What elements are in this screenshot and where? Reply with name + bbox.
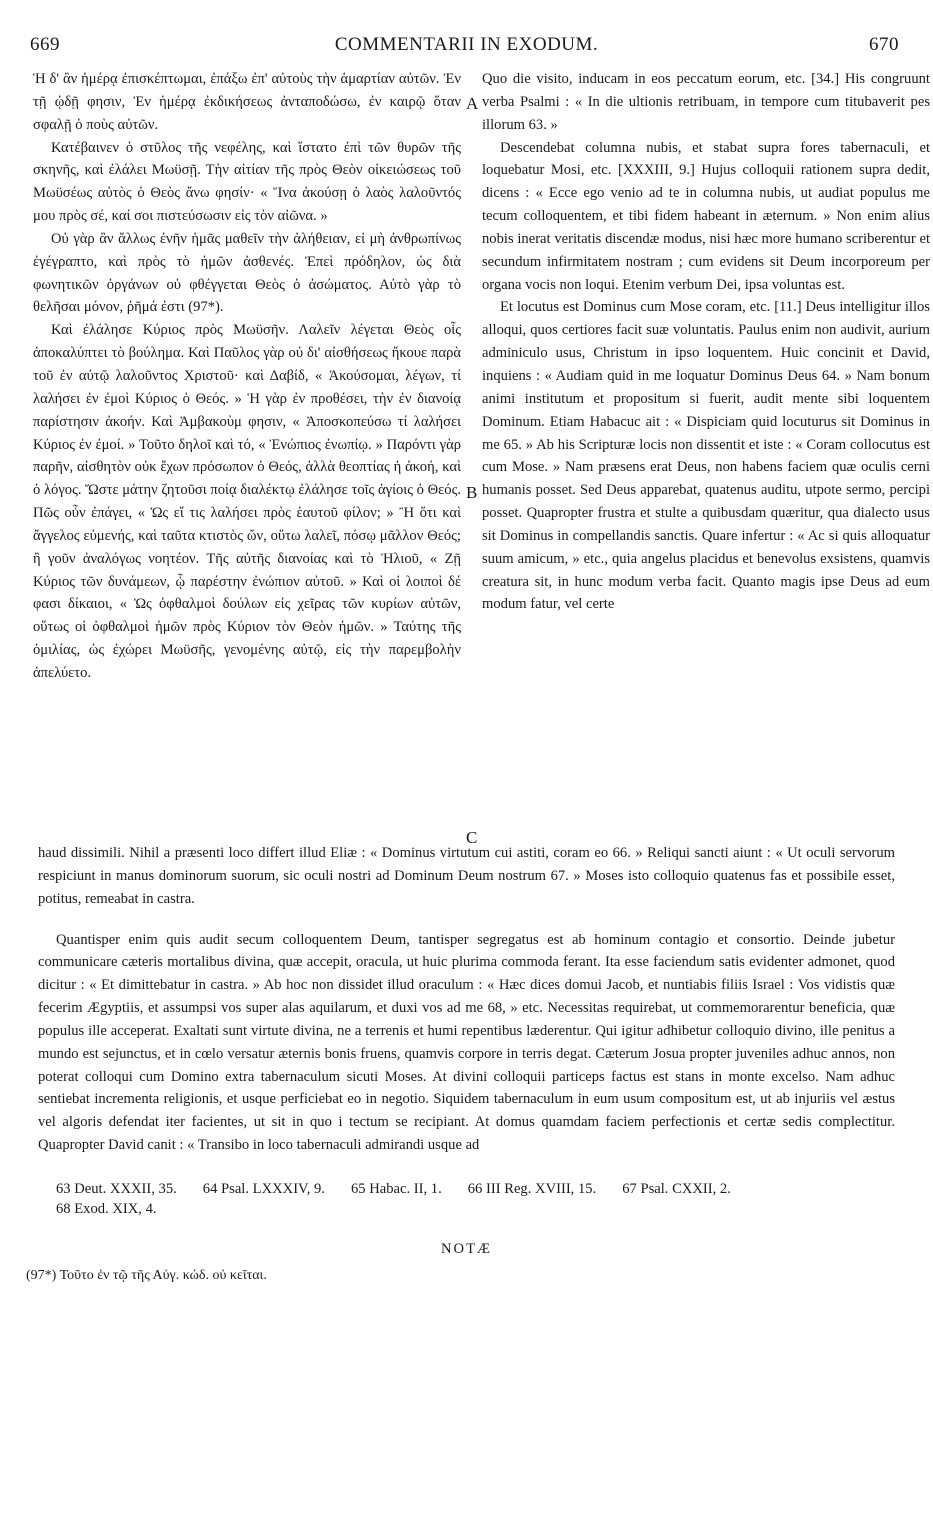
- reference: 67 Psal. CXXII, 2.: [622, 1180, 731, 1197]
- greek-paragraph: Οὐ γὰρ ἂν ἄλλως ἐνῆν ἡμᾶς μαθεῖν τὴν ἀλήθειαν, εἰ μὴ ἀνθρωπίνως ἐγέγραπτο, καὶ πρὸς τὸ ἡμῶν ἀσθενές. Ἐπεὶ πρόδηλον, ὡς διὰ φωνητικῶν ὀργάνων οὐ φθέγγεται Θεὸς ὁ ἀσώματος. Αὐτὸ γὰρ τὸ θελῆσαι μόνον, ῥῆμά ἐστι (97*).: [33, 230, 461, 316]
- notes-heading: NOTÆ: [441, 1240, 492, 1257]
- notes-section: [26, 1267, 895, 1284]
- greek-paragraph: Ἡ δ' ἂν ἡμέρᾳ ἐπισκέπτωμαι, ἐπάξω ἐπ' αὐτοὺς τὴν ἁμαρτίαν αὐτῶν. Ἐν τῇ ᾠδῇ φησιν, Ἐν ἡμέρᾳ ἐκδικήσεως ἀνταποδώσω, ἐν καιρῷ ὅταν σφαλῇ ὁ ποὺς αὐτῶν.: [33, 71, 461, 133]
- full-width-text: [38, 842, 895, 1157]
- reference: 66 III Reg. XVIII, 15.: [467, 1180, 597, 1197]
- greek-paragraph: Κατέβαινεν ὁ στῦλος τῆς νεφέλης, καὶ ἵστατο ἐπὶ τῶν θυρῶν τῆς σκηνῆς, καὶ ἐλάλει Μωϋσῇ. Τὴν αἰτίαν τῆς πρὸς Θεὸν οἰκειώσεως τοῦ Μωϋσέως αὐτὸς ὁ Θεὸς ἄνω φησίν· « Ἵνα ἀκούσῃ ὁ λαὸς λαλοῦντός μου πρὸς σέ, καί σοι πιστεύσωσιν εἰς τὸν αἰῶνα. »: [33, 139, 461, 225]
- margin-marker-c: C: [466, 828, 478, 847]
- latin-paragraph: Quo die visito, inducam in eos peccatum eorum, etc. [34.] His congruunt verba Psalmi : « In die ultionis retribuam, in tempore cum titubaverit pes illorum 63. »: [482, 71, 930, 133]
- note-text: (97*) Τοῦτο ἐν τῷ τῆς Αὐγ. κώδ. οὐ κεῖται.: [26, 1267, 267, 1283]
- greek-column: [33, 68, 461, 685]
- reference: 64 Psal. LXXXIV, 9.: [202, 1180, 325, 1197]
- margin-marker-a: A: [466, 94, 479, 113]
- latin-paragraph: Quantisper enim quis audit secum colloquentem Deum, tantisper segregatus est ab hominum contagio et consortio. Deinde jubetur communicare cæteris mortalibus divina, quæ accepit, oracula, ut huic plurima commoda ferant. Ita esse faciendum satis evidenter admonet, quod dicitur : « Et dimittebatur in castra. » Ab hoc non dissidet illud oraculum : « Hæc dices domui Jacob, et nuntiabis filiis Israel : Vos vidistis quæ fecerim Ægyptiis, et assumpsi vos super alas aquilarum, et duxi vos ad me 68, » etc. Necessitas requirebat, ut commemorarentur beneficia, quæ populus ille acceperat. Exaltati sunt virtute divina, ne a terrenis et humi repentibus læderentur. Qui igitur adhibetur colloquio divino, ille penitus a mundo est sejunctus, et in cœlo versatur æternis bonis fruens, quamvis corpore in terris degat. Cæterum Josua propter juveniles adhuc annos, non poterat colloqui cum Domino extra tabernaculum sicuti Moses. At divini colloquii particeps factus est stans in monte excelso. Nam adhuc sentiebat incrementa religionis, et usque perficiebat eo in negotio. Siquidem tabernaculum in eum usum compositum est, ut ab injuriis vel æstus vel algoris defendat iter facientes, ut sit in quo i tectum se recipiant. At domus quamdam faciem perfectionis et certæ sedis complectitur. Quapropter David canit : « Transibo in loco tabernaculi admirandi usque ad: [38, 931, 895, 1154]
- reference-line: [38, 1179, 895, 1199]
- latin-paragraph: Et locutus est Dominus cum Mose coram, etc. [11.] Deus intelligitur illos alloqui, quos certiores facit suæ voluntatis. Paulus enim non audivit, aurium adminiculo usus, Christum in ipso loquentem. Huic concinit et David, inquiens : « Audiam quid in me loquatur Dominus Deus 64. » Nam bonum animi institutum et propositum si fuerit, audit mente sibi loquentem Dominum. Etiam Habacuc ait : « Dispiciam quid locuturus sit Dominus in me 65. » Ab his Scripturæ locis non dissentit et iste : « Coram collocutus est cum Mose. » Nam præsens erat Deus, non habens faciem quæ oculis cerni humanis posset. Sed Deus apparebat, quatenus auditu, utpote sermo, percipi posset. Quapropter frustra et stulte a quibusdam quæritur, qua dialecto usus sit Dominus in compellandis sanctis. Quare infertur : « Ac si quis alloquatur suum amicum, » etc., quia angelus placidus et benevolus exsistens, quamvis creatura sit, in hunc modum verba facit. Quanto magis ipse Deus ad eum modum fatur, vel certe: [482, 299, 930, 613]
- page-number-right: 670: [869, 34, 899, 55]
- latin-paragraph: Descendebat columna nubis, et stabat supra fores tabernaculi, et loquebatur Mosi, etc. [XXXIII, 9.] Hujus colloquii rationem supra dedit, dicens : « Ecce ego venio ad te in columna nubis, ut audiat populus me tecum colloquentem, et tibi fidem habeant in æternum. » Non enim alius nobis inerat veritatis discendæ modus, nisi hæc more humano scriberentur et secundum infirmitatem nostram ; cum evidens sit Deum incorporeum per organa vocis non loqui. Etenim verbum Dei, ipsa voluntas est.: [482, 139, 930, 293]
- reference: 63 Deut. XXXII, 35.: [56, 1180, 177, 1197]
- reference: 65 Habac. II, 1.: [350, 1180, 442, 1197]
- greek-paragraph: Καὶ ἐλάλησε Κύριος πρὸς Μωϋσῆν. Λαλεῖν λέγεται Θεὸς οἷς ἀποκαλύπτει τὸ βούλημα. Καὶ Παῦλος γὰρ οὐ δι' αἰσθήσεως ἤκουε παρὰ τοῦ ἐν αὐτῷ λαλοῦντος Χριστοῦ· καὶ Δαβίδ, « Ἀκούσομαι, λέγων, τί λαλήσει ἐν ἐμοὶ Κύριος ὁ Θεός. » Ἡ γὰρ ἐν προθέσει, τὴν ἐν διανοίᾳ παρίστησιν ἀκοήν. Καὶ Ἀμβακοὺμ φησιν, « Ἀποσκοπεύσω τί λαλήσει Κύριος ἐν ἐμοί. » Τοῦτο δηλοῖ καὶ τό, « Ἐνώπιος ἐνωπίῳ. » Παρόντι γὰρ παρῆν, αἰσθητὸν οὐκ ἔχων πρόσωπον ὁ Θεός, ἀλλὰ θεοπτίας ἡ ἀκοή, καὶ ὁ λόγος. Ὥστε μάτην ζητοῦσι ποίᾳ διαλέκτῳ ἐλάλησε τοῖς ἁγίοις ὁ Θεός. Πῶς οὖν ἐπάγει, « Ὡς εἴ τις λαλήσει πρὸς ἑαυτοῦ φίλον; » Ἢ ὅτι καὶ ἄγγελος εὐμενής, καὶ ταῦτα κτιστὸς ὤν, οὕτω λαλεῖ, πόσῳ μᾶλλον Θεός; ἢ γοῦν ἀναλόγως νοητέον. Τῆς αὐτῆς διανοίας καὶ τὸ Ἠλιοῦ, « Ζῇ Κύριος τῶν δυνάμεων, ᾧ παρέστην ἐνώπιον αὐτοῦ. » Καὶ οἱ λοιποὶ δέ φασι δίκαιοι, « Ὡς ὀφθαλμοὶ δούλων εἰς χεῖρας τῶν κυρίων αὐτῶν, οὕτως οἱ ὀφθαλμοὶ ἡμῶν πρὸς Κύριον τὸν Θεὸν ἡμῶν. » Ταύτης τῆς ὁμιλίας, ὡς ἐχώρει Μωϋσῆς, γενομένης αὐτῷ, εἰς τὴν παρεμβολὴν ἀπελύετο.: [33, 322, 461, 681]
- page-number-left: 669: [30, 34, 60, 55]
- margin-marker-b: B: [466, 483, 478, 502]
- reference-line: [38, 1199, 895, 1219]
- two-column-section: [33, 60, 930, 847]
- latin-paragraph: haud dissimili. Nihil a præsenti loco differt illud Eliæ : « Dominus virtutum cui astiti, coram eo 66. » Reliqui sancti aiunt : « Ut oculi servorum respiciunt in manus dominorum suorum, sic oculi nostri ad Dominum Deum nostrum 67. » Moses isto colloquio quatenus fas et possibile esset, potitus, remeabat in castra.: [38, 845, 895, 907]
- reference: 68 Exod. XIX, 4.: [56, 1200, 157, 1217]
- scripture-references: [38, 1179, 895, 1219]
- running-header: [30, 34, 899, 60]
- running-title: COMMENTARII IN EXODUM.: [334, 34, 599, 55]
- latin-column: [482, 68, 930, 616]
